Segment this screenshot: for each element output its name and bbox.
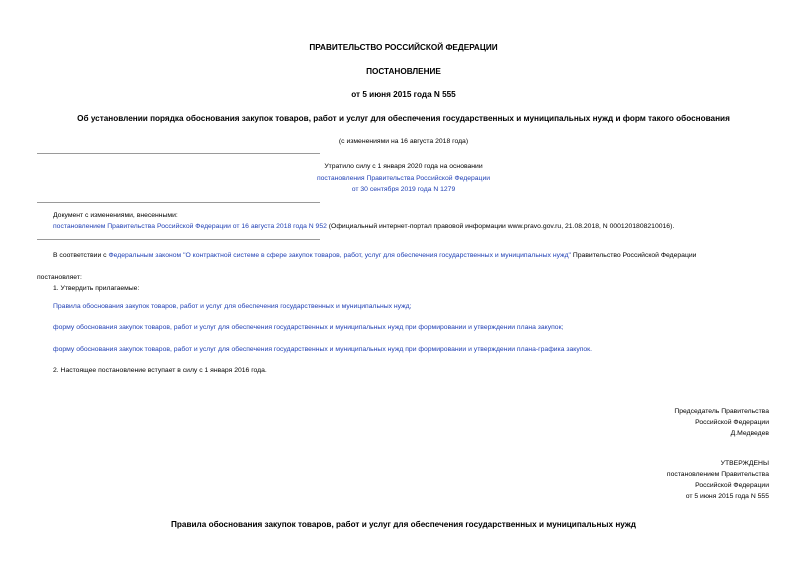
approval-line-1: постановлением Правительства bbox=[666, 471, 769, 478]
item-2: 2. Настоящее постановление вступает в силу с 1 января 2016 года. bbox=[53, 367, 267, 374]
signature-country: Российской Федерации bbox=[695, 419, 769, 426]
approval-line-3: от 5 июня 2015 года N 555 bbox=[685, 493, 769, 500]
repeal-act-date-link[interactable]: от 30 сентября 2019 года N 1279 bbox=[351, 186, 456, 193]
rules-title: Правила обоснования закупок товаров, работ и услуг для обеспечения государственных и муниципальных нужд bbox=[171, 520, 636, 529]
amendments-line bbox=[53, 223, 674, 230]
doc-type-heading: ПОСТАНОВЛЕНИЕ bbox=[366, 67, 441, 76]
preamble-suffix: Правительство Российской Федерации bbox=[570, 252, 697, 259]
divider bbox=[37, 153, 320, 154]
status-line: Утратило силу с 1 января 2020 года на основании bbox=[324, 163, 483, 170]
signature-name: Д.Медведев bbox=[730, 430, 769, 437]
amendments-source: (Официальный интернет-портал правовой информации www.pravo.gov.ru, 21.08.2018, N 0001201808210016). bbox=[326, 223, 675, 230]
repeal-act-link[interactable]: постановления Правительства Российской Федерации bbox=[316, 175, 491, 182]
resolves-text: постановляет: bbox=[37, 274, 82, 281]
amendments-intro: Документ с изменениями, внесенными: bbox=[53, 212, 178, 219]
form-plan-link[interactable]: форму обоснования закупок товаров, работ и услуг для обеспечения государственных и муниципальных нужд при формировании и утверждении плана закупок; bbox=[53, 324, 564, 331]
divider bbox=[37, 202, 320, 203]
item-1: 1. Утвердить прилагаемые: bbox=[53, 285, 140, 292]
doc-date-number: от 5 июня 2015 года N 555 bbox=[351, 90, 456, 99]
government-heading: ПРАВИТЕЛЬСТВО РОССИЙСКОЙ ФЕДЕРАЦИИ bbox=[309, 43, 498, 52]
approval-heading: УТВЕРЖДЕНЫ bbox=[720, 460, 769, 467]
signature-title: Председатель Правительства bbox=[674, 408, 769, 415]
form-schedule-link[interactable]: форму обоснования закупок товаров, работ и услуг для обеспечения государственных и муниципальных нужд при формировании и утверждении плана-графика закупок. bbox=[53, 346, 593, 353]
federal-law-link[interactable]: Федеральным законом "О контрактной системе в сфере закупок товаров, работ, услуг для обеспечения государственных и муниципальных нужд" bbox=[108, 252, 571, 259]
preamble bbox=[53, 252, 696, 259]
amending-act-link[interactable]: постановлением Правительства Российской Федерации от 16 августа 2018 года N 952 bbox=[53, 223, 327, 230]
divider bbox=[37, 239, 320, 240]
approval-line-2: Российской Федерации bbox=[695, 482, 769, 489]
preamble-prefix: В соответствии с bbox=[53, 252, 109, 259]
amendments-note: (с изменениями на 16 августа 2018 года) bbox=[338, 138, 469, 145]
rules-link[interactable]: Правила обоснования закупок товаров, работ и услуг для обеспечения государственных и муниципальных нужд; bbox=[53, 303, 412, 310]
doc-title: Об установлении порядка обоснования закупок товаров, работ и услуг для обеспечения государственных и муниципальных нужд и форм такого обоснования bbox=[77, 114, 730, 123]
